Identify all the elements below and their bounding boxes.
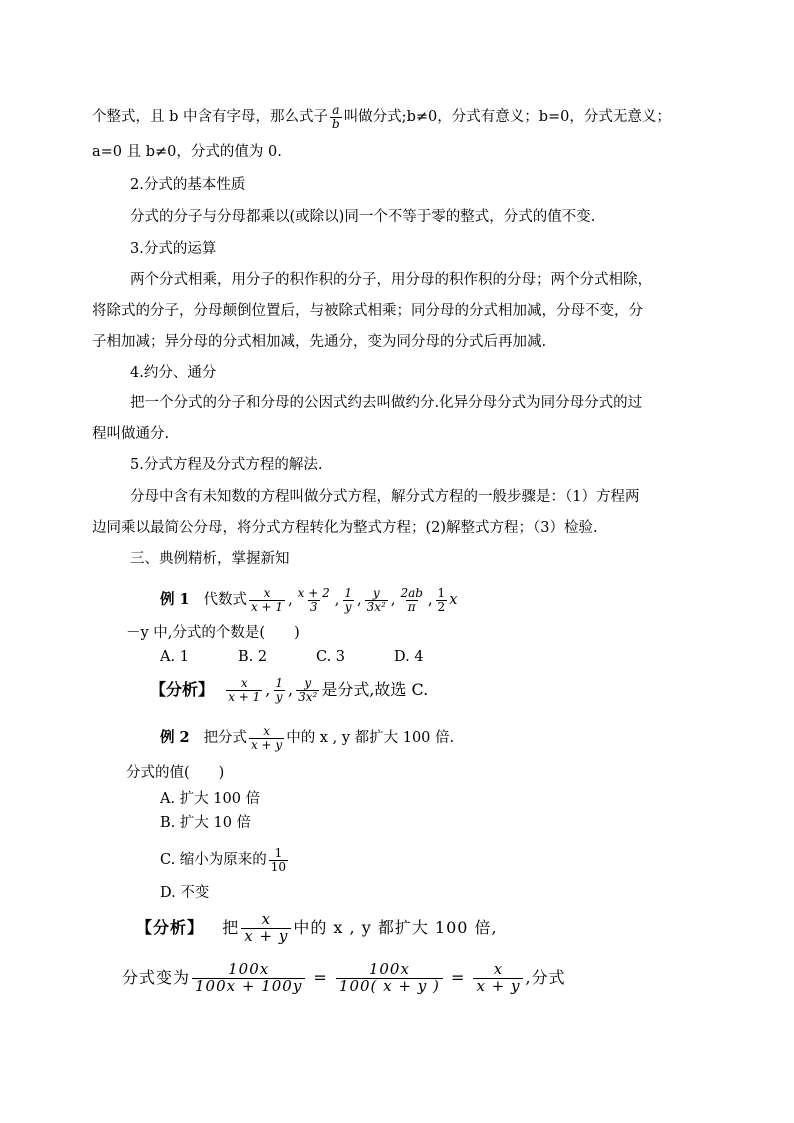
example-2-option-a: A. 扩大 100 倍 xyxy=(160,791,261,807)
example-2-option-b: B. 扩大 10 倍 xyxy=(160,815,252,831)
section-title-3: 3.分式的运算 xyxy=(130,241,217,257)
fraction: $\frac{1}{y}$ xyxy=(344,585,353,614)
example-2-analysis: 【分析】 把 $\frac{x}{x + y}$ 中的 x , y 都扩大 100 倍, xyxy=(136,910,498,945)
fraction: $\frac{1}{y}$ xyxy=(275,676,284,704)
fraction: $\frac{100x}{100( x + y )}$ xyxy=(336,962,443,995)
example-1-analysis: 【分析】 $\frac{x}{x + 1}$ , $\frac{1}{y}$ , $\frac{y}{\text{3x²}}$ 是分式,故选 C. xyxy=(150,676,429,704)
example-2-option-c: C. 缩小为原来的 $\frac{1}{10}$ xyxy=(160,845,287,874)
example-label: 例 2 xyxy=(160,729,190,746)
option-b: B. 2 xyxy=(238,649,268,665)
section-title-4: 4.约分、通分 xyxy=(130,365,217,381)
option-a: A. 1 xyxy=(160,649,189,665)
section-body-4-line-1: 把一个分式的分子和分母的公因式约去叫做约分.化异分母分式为同分母分式的过 xyxy=(130,395,643,411)
fraction: $\frac{x}{x + y}$ xyxy=(473,962,523,995)
example-2-line-1: 例 2 把分式 $\frac{x}{x + y}$ 中的 x , y 都扩大 100 倍. xyxy=(160,723,455,752)
option-d: D. 4 xyxy=(394,649,424,665)
fraction: $\frac{1}{10}$ xyxy=(270,845,287,874)
definition-line-2: a=0 且 b≠0，分式的值为 0. xyxy=(92,144,282,160)
option-c: C. 3 xyxy=(316,649,346,665)
section-heading-examples: 三、典例精析，掌握新知 xyxy=(130,551,290,567)
section-body-4-line-2: 程叫做通分. xyxy=(92,426,170,442)
example-1-line-2: －y 中,分式的个数是( ) xyxy=(126,625,300,641)
fraction-a-over-b: $\frac{a}{b}$ xyxy=(332,103,340,131)
fraction: $\frac{100x}{100x + 100y}$ xyxy=(192,962,305,995)
definition-line-1 xyxy=(92,104,671,130)
fraction: $\frac{x}{x + 1}$ xyxy=(250,585,284,614)
section-title-2: 2.分式的基本性质 xyxy=(130,177,246,193)
fraction: $\frac{y}{\text{3x²}}$ xyxy=(366,585,386,614)
fraction: $\frac{2ab}{\pi}$ xyxy=(400,585,423,614)
example-2-option-d: D. 不变 xyxy=(160,885,210,901)
section-body-5-line-1: 分母中含有未知数的方程叫做分式方程，解分式方程的一般步骤是：（1）方程两 xyxy=(130,489,640,505)
section-title-5: 5.分式方程及分式方程的解法. xyxy=(130,457,323,473)
example-1-options xyxy=(160,646,424,668)
example-label: 例 1 xyxy=(160,591,190,608)
fraction: $\frac{x}{x + y}$ xyxy=(250,723,283,752)
fraction: $\frac{x}{x + 1}$ xyxy=(228,676,261,704)
text-segment: 个整式，且 b 中含有字母，那么式子 xyxy=(92,109,328,126)
example-2-result: 分式变为 $\frac{100x}{100x + 100y}$ = $\frac{100x}{100( x + y )}$ = $\frac{x}{x + y}$ ,分式 xyxy=(122,960,566,995)
section-body-5-line-2: 边同乘以最简公分母，将分式方程转化为整式方程；(2)解整式方程；（3）检验. xyxy=(92,520,598,536)
section-body-2: 分式的分子与分母都乘以(或除以)同一个不等于零的整式，分式的值不变. xyxy=(130,209,596,225)
fraction: $\frac{x + 2}{3}$ xyxy=(297,585,330,614)
example-2-line-2: 分式的值( ) xyxy=(126,765,225,781)
fraction: $\frac{1}{2}$ xyxy=(437,585,446,614)
text-segment: 叫做分式;b≠0，分式有意义；b=0，分式无意义； xyxy=(343,109,671,126)
section-body-3-line-1: 两个分式相乘，用分子的积作积的分子，用分母的积作积的分母；两个分式相除， xyxy=(130,272,652,288)
section-body-3-line-3: 子相加减；异分母的分式相加减，先通分，变为同分母的分式后再加减. xyxy=(92,334,547,350)
fraction: $\frac{y}{\text{3x²}}$ xyxy=(298,676,318,704)
fraction: $\frac{x}{x + y}$ xyxy=(241,912,291,945)
section-body-3-line-2: 将除式的分子，分母颠倒位置后，与被除式相乘；同分母的分式相加减，分母不变，分 xyxy=(92,303,643,319)
example-1-line-1: 例 1 代数式 $\frac{x}{x + 1}$ , $\frac{x + 2}{3}$ , $\frac{1}{y}$ , $\frac{y}{\text{3x²}}$ , $\frac{2ab}{\pi}$ , $\frac{1}{2}$ x xyxy=(160,585,458,614)
